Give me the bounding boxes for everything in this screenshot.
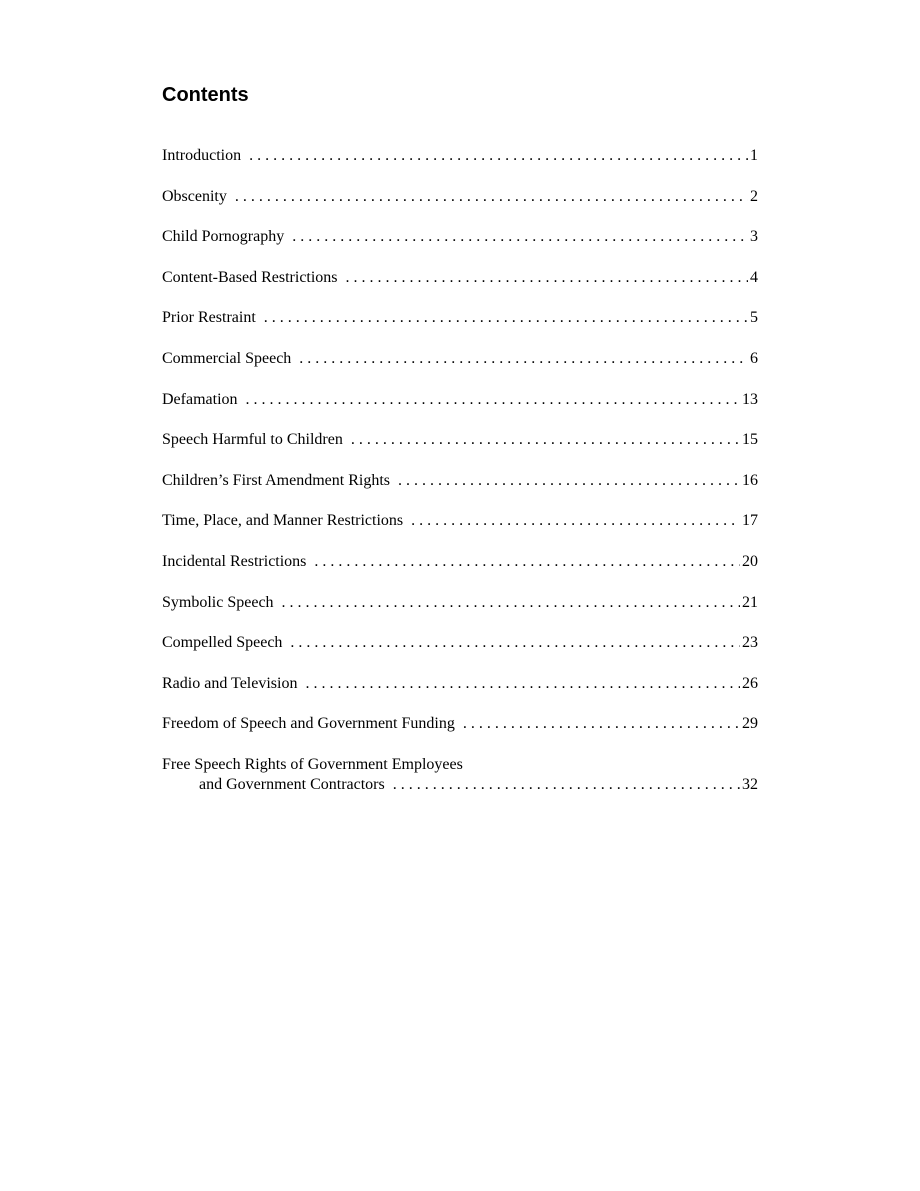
dot-leader — [351, 428, 740, 452]
toc-entry-label: Commercial Speech — [162, 349, 292, 367]
toc-entry-compelled-speech[interactable] — [162, 631, 758, 672]
toc-entry-speech-harmful-to-children[interactable] — [162, 428, 758, 469]
toc-entry-page: 26 — [742, 674, 758, 692]
toc-entry-label: Prior Restraint — [162, 309, 256, 327]
dot-leader — [305, 672, 740, 696]
toc-entry-prior-restraint[interactable] — [162, 306, 758, 347]
dot-leader — [249, 144, 748, 168]
dot-leader — [346, 266, 748, 290]
toc-entry-label: Symbolic Speech — [162, 593, 274, 611]
toc-entry-label-line1: Free Speech Rights of Government Employees — [162, 755, 463, 773]
toc-entry-symbolic-speech[interactable] — [162, 591, 758, 632]
toc-entry-radio-and-television[interactable] — [162, 672, 758, 713]
toc-entry-page: 20 — [742, 552, 758, 570]
toc-entry-page: 29 — [742, 715, 758, 733]
toc-entry-label: Children’s First Amendment Rights — [162, 471, 391, 489]
dot-leader — [398, 469, 740, 493]
dot-leader — [463, 712, 740, 736]
dot-leader — [290, 631, 740, 655]
toc-entry-commercial-speech[interactable] — [162, 347, 758, 388]
dot-leader — [246, 388, 740, 412]
dot-leader — [282, 591, 740, 615]
dot-leader — [264, 306, 748, 330]
toc-entry-page: 5 — [750, 309, 758, 327]
toc-entry-label: Defamation — [162, 390, 238, 408]
toc-entry-introduction[interactable] — [162, 144, 758, 185]
dot-leader — [292, 225, 748, 249]
toc-entry-page: 4 — [750, 268, 758, 286]
toc-entry-page: 1 — [750, 147, 758, 164]
toc-entry-time-place-manner-restrictions[interactable] — [162, 509, 758, 550]
toc-entry-label: Compelled Speech — [162, 634, 283, 652]
toc-entry-page: 32 — [742, 775, 758, 793]
toc-entry-free-speech-rights-government-employees[interactable] — [162, 753, 758, 797]
dot-leader — [235, 185, 748, 209]
page-title: Contents — [162, 84, 249, 106]
toc-entry-label: Time, Place, and Manner Restrictions — [162, 512, 404, 530]
toc-entry-content-based-restrictions[interactable] — [162, 266, 758, 307]
dot-leader — [299, 347, 748, 371]
toc-entry-page: 2 — [750, 187, 758, 205]
toc-entry-defamation[interactable] — [162, 388, 758, 429]
toc-entry-page: 23 — [742, 634, 758, 652]
dot-leader — [314, 550, 740, 574]
toc-entry-label: Obscenity — [162, 187, 227, 205]
table-of-contents — [162, 144, 758, 797]
toc-entry-page: 13 — [742, 390, 758, 408]
toc-entry-page: 15 — [742, 431, 758, 449]
toc-entry-page: 17 — [742, 512, 758, 530]
toc-entry-label-line2: and Government Contractors — [199, 775, 385, 793]
toc-entry-obscenity[interactable] — [162, 185, 758, 226]
toc-entry-page: 16 — [742, 471, 758, 489]
toc-entry-page: 3 — [750, 228, 758, 246]
toc-entry-incidental-restrictions[interactable] — [162, 550, 758, 591]
toc-entry-page: 6 — [750, 349, 758, 367]
dot-leader — [411, 509, 740, 533]
toc-entry-label: Content-Based Restrictions — [162, 268, 338, 286]
toc-entry-label: Speech Harmful to Children — [162, 431, 343, 449]
dot-leader — [393, 773, 740, 797]
toc-entry-label: Incidental Restrictions — [162, 552, 307, 570]
toc-entry-childrens-first-amendment-rights[interactable] — [162, 469, 758, 510]
toc-entry-freedom-of-speech-government-funding[interactable] — [162, 712, 758, 753]
toc-entry-label: Radio and Television — [162, 674, 298, 692]
toc-entry-page: 21 — [742, 593, 758, 611]
toc-entry-child-pornography[interactable] — [162, 225, 758, 266]
toc-entry-label: Freedom of Speech and Government Funding — [162, 715, 455, 733]
toc-entry-label: Introduction — [162, 147, 242, 164]
toc-entry-label: Child Pornography — [162, 228, 285, 246]
